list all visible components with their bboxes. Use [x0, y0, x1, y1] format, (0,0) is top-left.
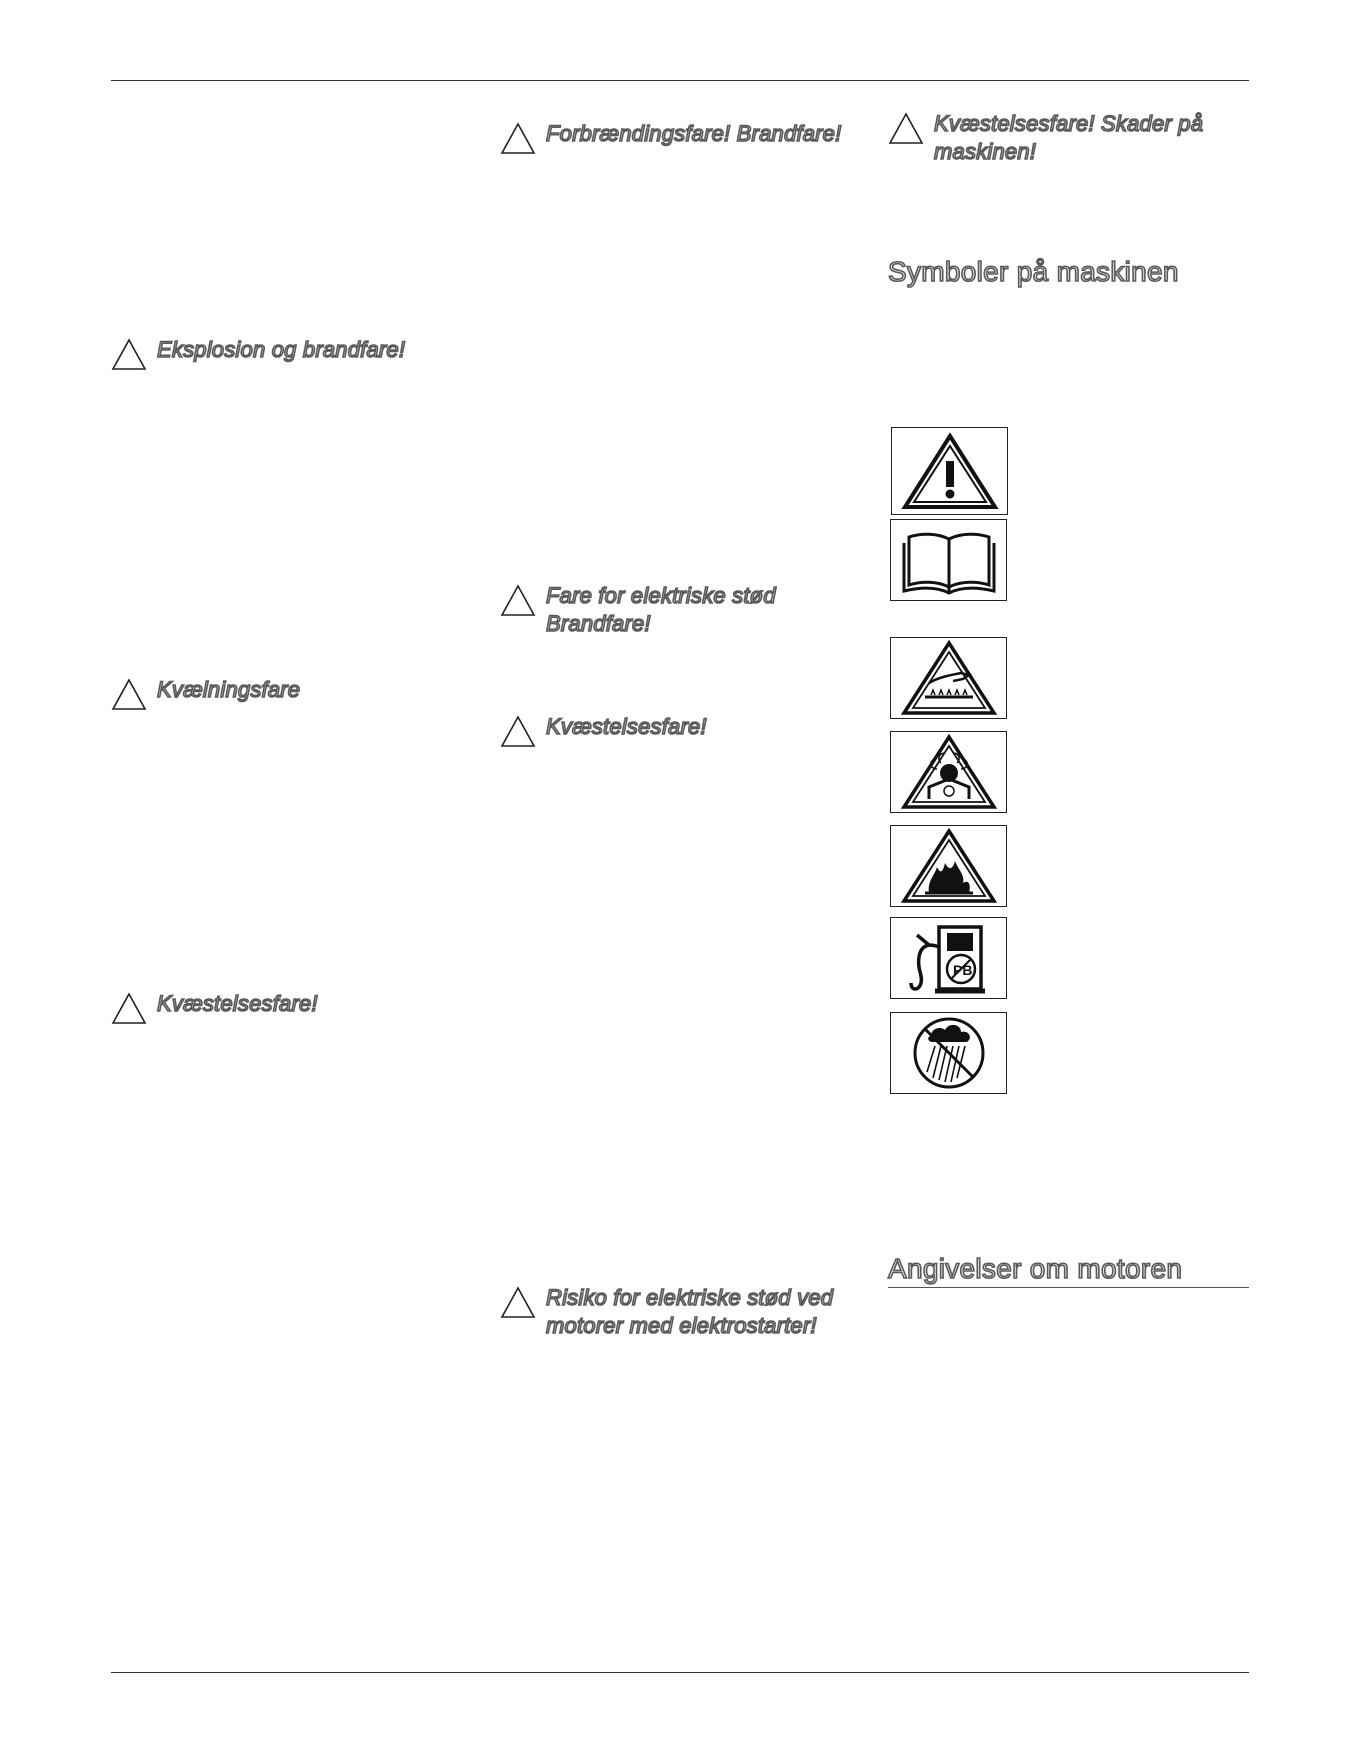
warning-text: Eksplosion og brandfare! — [157, 337, 406, 362]
read-manual-book-icon — [899, 525, 999, 595]
warning-triangle-icon — [500, 122, 536, 155]
warning-text: Kvælningsfare — [157, 677, 301, 702]
warning-explosion-fire — [111, 336, 405, 371]
warning-text: Kvæstelsesfare! Skader på maskinen! — [934, 111, 1204, 164]
warning-text: Forbrændingsfare! Brandfare! — [546, 121, 842, 146]
symbol-manual — [890, 519, 1007, 601]
bottom-rule — [111, 1672, 1249, 1673]
warning-text: Kvæstelsesfare! — [157, 991, 318, 1016]
warning-triangle-icon — [888, 112, 924, 145]
top-rule — [111, 80, 1249, 81]
warning-triangle-icon — [111, 992, 147, 1025]
warning-triangle-icon — [500, 584, 536, 617]
warning-suffocation — [111, 676, 300, 711]
warning-triangle-icon — [111, 338, 147, 371]
no-rain-icon — [899, 1014, 999, 1092]
warning-injury-col2 — [500, 713, 707, 748]
warning-electric-starter — [500, 1284, 833, 1340]
symbol-toxic-fumes — [890, 731, 1007, 813]
symbols-heading: Symboler på maskinen — [888, 256, 1179, 287]
symbol-no-rain — [890, 1012, 1007, 1094]
warning-triangle-icon — [500, 1286, 536, 1319]
fire-flame-icon — [899, 827, 999, 905]
engine-heading: Angivelser om motoren — [888, 1253, 1249, 1288]
symbol-hot-surface — [890, 637, 1007, 719]
warning-triangle-icon — [111, 678, 147, 711]
toxic-fumes-icon — [899, 733, 999, 811]
exclamation-warning-icon — [900, 431, 1000, 511]
warning-burn-fire — [500, 120, 841, 155]
warning-injury-machine-damage — [888, 110, 1203, 166]
symbol-fire — [890, 825, 1007, 907]
hot-surface-hand-icon — [899, 639, 999, 717]
warning-text: Kvæstelsesfare! — [546, 714, 707, 739]
warning-triangle-icon — [500, 715, 536, 748]
warning-text: Fare for elektriske stød Brandfare! — [546, 583, 776, 636]
warning-text: Risiko for elektriske stød ved motorer med elektrostarter! — [546, 1285, 834, 1338]
fuel-pump-no-lead-icon — [899, 919, 999, 997]
symbol-warning — [891, 427, 1008, 515]
warning-electric-shock-fire — [500, 582, 776, 638]
symbol-unleaded-fuel — [890, 917, 1007, 999]
svg-text:PB: PB — [952, 962, 972, 978]
warning-injury-col1 — [111, 990, 318, 1025]
